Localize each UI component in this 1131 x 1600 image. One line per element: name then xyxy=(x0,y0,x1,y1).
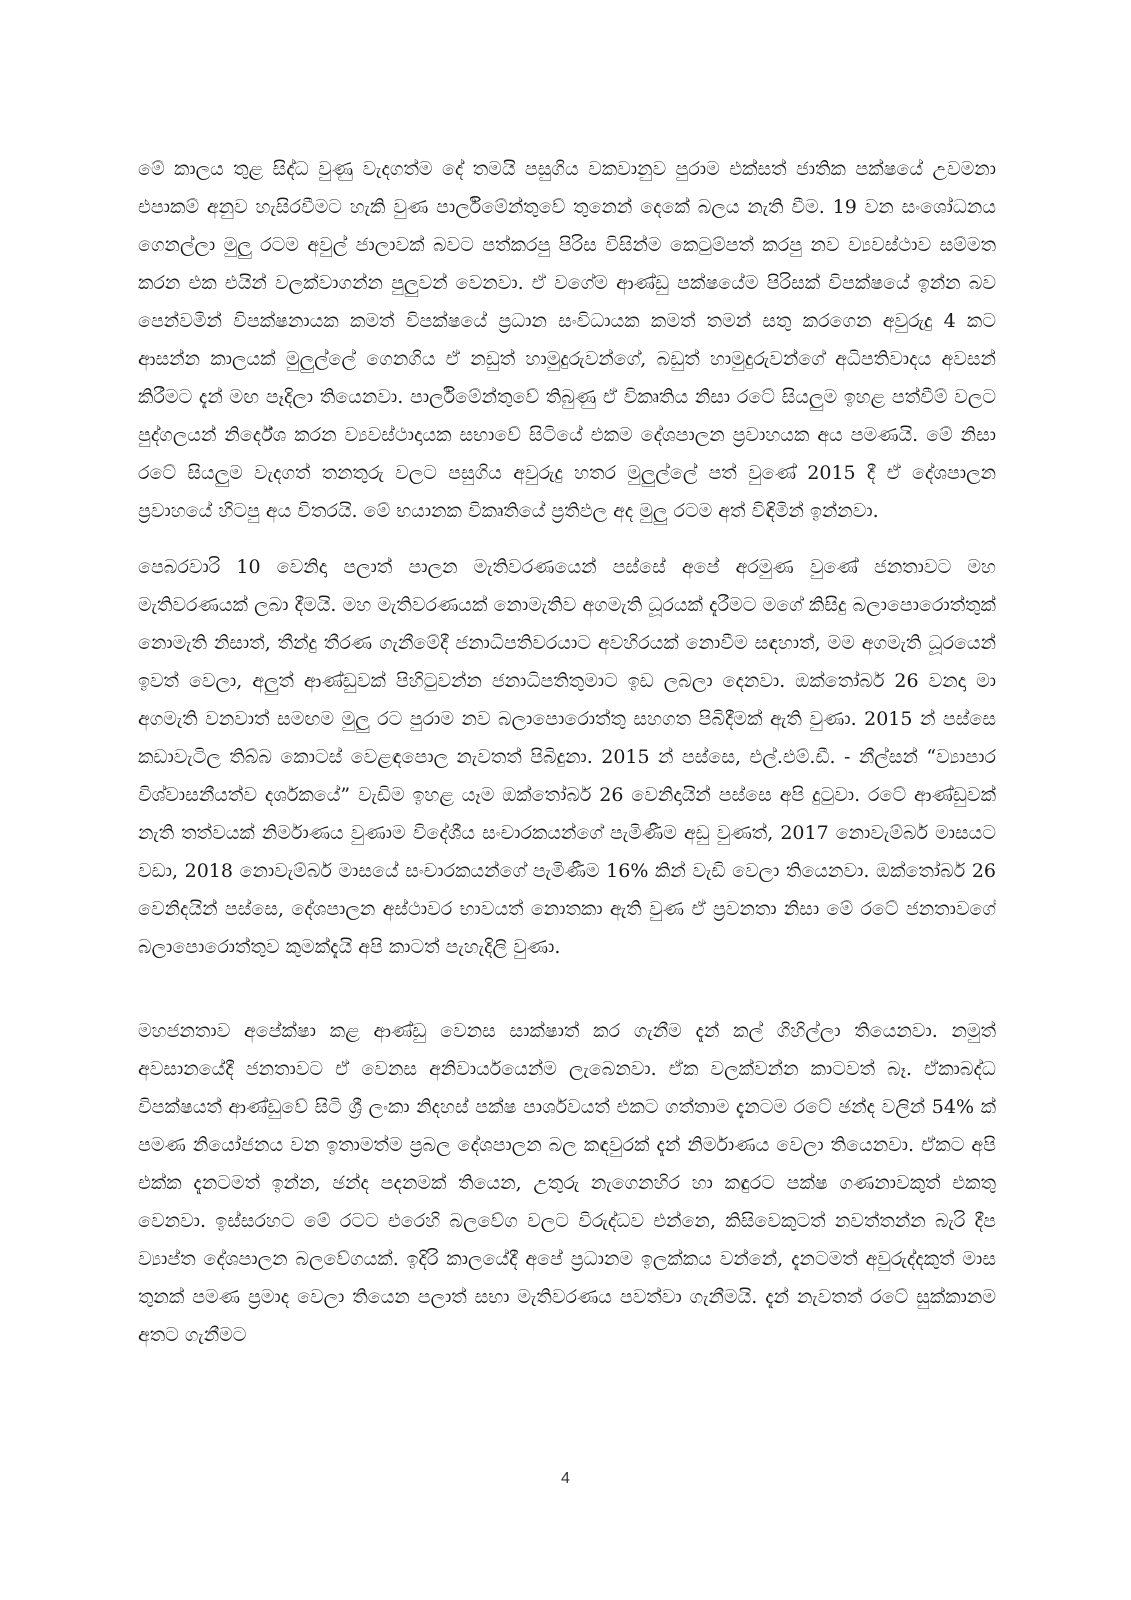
paragraph-1: මේ කාලය තුළ සිද්ධ වුණු වැදගත්ම දේ තමයි පසුගිය වකවානුව පුරාම එක්සත් ජාතික පක්ෂයේ උවමනා එපාකම් අනුව හැසිරවීමට හැකි වුණ පාර්ලිමේන්තුවේ තුනෙන් දෙකේ බලය නැති වීම. 19 වන සංශෝධනය ගෙනල්ලා මුලු රටම අවුල් ජාලාවක් බවට පත්කරපු පිරිස විසින්ම කෙටුම්පත් කරපු නව ව්‍යවස්ථාව සම්මත කරන එක එයින් වලක්වාගන්න පුලුවන් වෙනවා. ඒ වගේම ආණ්ඩු පක්ෂයේම පිරිසක් විපක්ෂයේ ඉන්න බව පෙන්වමින් විපක්ෂනායක කමත් විපක්ෂයේ ප්‍රධාන සංවිධායක කමත් තමන් සතු කරගෙන අවුරුදු 4 කට ආසන්න කාලයක් මුලුල්ලේ ගෙනගිය ඒ නඩුත් හාමුදුරුවන්ගේ, බඩුත් හාමුදුරුවන්ගේ අධිපතිවාදය අවසන් කිරීමට දැන් මඟ පෑදිලා තියෙනවා. පාර්ලිමේන්තුවේ තිබුණු ඒ විකෘතිය නිසා රටේ සියලුම ඉහළ පත්වීම් වලට පුද්ගලයන් නිර්දේශ කරන ව්‍යවස්ථාදායක සභාවේ සිටියේ එකම දේශපාලන ප්‍රවාහයක අය පමණයි. මේ නිසා රටේ සියලුම වැදගත් තනතුරු වලට පසුගිය අවුරුදු හතර මුලුල්ලේ පත් වුණේ 2015 දී ඒ දේශපාලන ප්‍රවාහයේ හිටපු අය විතරයි. මේ භයානක විකෘතියේ ප්‍රතිඵල අද මුලු රටම අත් විඳිමින් ඉන්නවා. xyxy=(138,158,996,522)
paragraph-3: මහජනතාව අපේක්ෂා කළ ආණ්ඩු වෙනස සාක්ෂාත් කර ගැනීම දැන් කල් ගිහිල්ලා තියෙනවා. නමුත් අවසානයේදී ජනතාවට ඒ වෙනස අනිවාර්යයෙන්ම ලැබෙනවා. ඒක වලක්වන්න කාටවත් බෑ. ඒකාබද්ධ විපක්ෂයත් ආණ්ඩුවේ සිටි ශ්‍රී ලංකා නිදහස් පක්ෂ පාර්ශවයත් එකට ගත්තාම දැනටම රටේ ඡන්ද වලින් 54% ක් පමණ නියෝජනය වන ඉතාමත්ම ප්‍රබල දේශපාලන බල කඳවුරක් දැන් නිර්මාණය වෙලා තියෙනවා. ඒකට අපි එක්ක දැනටමත් ඉන්න, ඡන්ද පදනමක් තියෙන, උතුරු නැගෙනහිර හා කඳුරට පක්ෂ ගණනාවකුත් එකතු වෙනවා. ඉස්සරහට මේ රටට එරෙහි බලවේග වලට විරුද්ධව එන්නෙ, කිසිවෙකුටත් නවත්තන්න බැරි දීප ව්‍යාප්ත දේශපාලන බලවේගයක්. ඉදිරි කාලයේදී අපේ ප්‍රධානම ඉලක්කය වන්නේ, දැනටමත් අවුරුද්දකුත් මාස තුනක් පමණ ප්‍රමාද වෙලා තියෙන පලාත් සභා මැතිවරණය පවත්වා ගැනීමයි. දැන් නැවතත් රටේ සුක්කානම අතට ගැනීමට xyxy=(138,1020,996,1346)
paragraph-2: පෙබරවාරි 10 වෙනිදා පලාත් පාලන මැතිවරණයෙන් පස්සේ අපේ අරමුණ වුණේ ජනතාවට මහ මැතිවරණයක් ලබා දීමයි. මහ මැතිවරණයක් නොමැතිව අගමැති ධූරයක් දැරීමට මගේ කිසිදු බලාපොරොත්තුක් නොමැති නිසාත්, තීන්දු තීරණ ගැනීමේදී ජනාධිපතිවරයාට අවහිරයක් නොවීම සඳහාත්, මම අගමැති ධූරයෙන් ඉවත් වෙලා, අලුත් ආණ්ඩුවක් පිහිටුවන්න ජනාධිපතිතුමාට ඉඩ ලබලා දෙනවා. ඔක්තෝබර් 26 වනදා මා අගමැති වනවාත් සමඟම මුලු රට පුරාම නව බලාපොරොත්තු සහගත පිබිදීමක් ඇති වුණා. 2015 න් පස්සෙ කඩාවැටිල තිබ්බ කොටස් වෙළඳපොල නැවතත් පිබිදුනා. 2015 න් පස්සෙ, එල්.එම්.ඩී. - නීල්සන් “ව්‍යාපාර විශ්වාසනීයත්ව දර්ශකයේ” වැඩිම ඉහළ යෑම ඔක්තෝබර් 26 වෙනිදායින් පස්සෙ අපි දුටුවා. රටේ ආණ්ඩුවක් නැති තත්වයක් නිර්මාණය වුණාම විදේශීය සංචාරකයන්ගේ පැමිණීම අඩු වුණත්, 2017 නොවැම්බර් මාසයට වඩා, 2018 නොවැම්බර් මාසයේ සංචාරකයන්ගේ පැමිණීම 16% කින් වැඩි වෙලා තියෙනවා. ඔක්තෝබර් 26 වෙනිදයින් පස්සෙ, දේශපාලන අස්ථාවර භාවයත් නොතකා ඇති වුණ ඒ ප්‍රවනතා නිසා මේ රටේ ජනතාවගේ බලාපොරොත්තුව කුමක්දැයි අපි කාටත් පැහැදිලි වුණා. xyxy=(138,556,996,958)
document-body xyxy=(138,150,996,1440)
page-number: 4 xyxy=(561,1470,570,1487)
